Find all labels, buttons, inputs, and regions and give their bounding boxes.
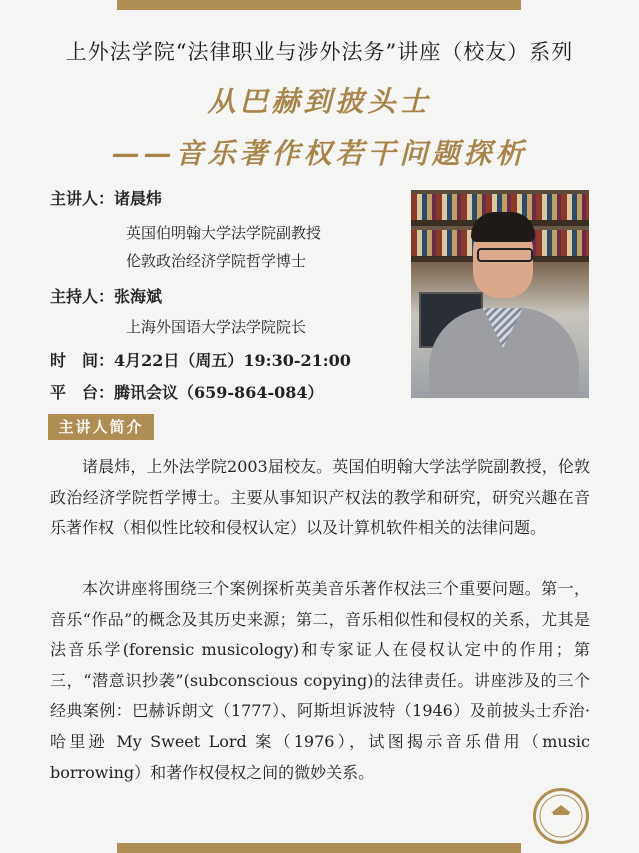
lecture-summary-paragraph: 本次讲座将围绕三个案例探析英美音乐著作权法三个重要问题。第一，音乐“作品”的概念及其历史来源；第二，音乐相似性和侵权的关系，尤其是法音乐学(forensic musicology)和专家证人在侵权认定中的作用；第三，“潜意识抄袭”(subconscious copying)的法律责任。讲座涉及的三个经典案例：巴赫诉朗文（1777）、阿斯坦诉波特（1946）及前披头士乔治·哈里逊 My Sweet Lord 案（1976），试图揭示音乐借用（music borrowing）和著作权侵权之间的微妙关系。 — [50, 579, 590, 782]
section-badge-speaker-bio: 主讲人简介 — [48, 414, 154, 440]
speaker-glasses — [477, 248, 533, 262]
host-row — [50, 284, 162, 307]
speaker-label: 主讲人： — [50, 189, 115, 208]
time-row — [50, 348, 351, 371]
speaker-hair — [471, 212, 535, 242]
speaker-name: 诸晨炜 — [114, 189, 163, 208]
seal-ring-icon — [536, 791, 586, 841]
lecture-title-main: 从巴赫到披头士 — [207, 85, 432, 118]
speaker-row — [50, 186, 162, 209]
host-title: 上海外国语大学法学院院长 — [126, 318, 307, 336]
time-value: 4月22日（周五）19:30-21:00 — [114, 351, 351, 370]
platform-value: 腾讯会议（659-864-084） — [114, 383, 324, 402]
speaker-title-2: 伦敦政治经济学院哲学博士 — [126, 252, 307, 270]
lecture-title-subtitle: ——音乐著作权若干问题探析 — [111, 137, 528, 170]
platform-label: 平 台： — [50, 383, 115, 402]
bottom-decorative-bar — [117, 843, 521, 853]
host-label: 主持人： — [50, 287, 115, 306]
speaker-bio-paragraph: 诸晨炜，上外法学院2003届校友。英国伯明翰大学法学院副教授，伦敦政治经济学院哲学博士。主要从事知识产权法的教学和研究，研究兴趣在音乐著作权（相似性比较和侵权认定）以及计算机软件相关的法律问题。 — [50, 457, 590, 538]
time-label: 时 间： — [50, 351, 115, 370]
speaker-title-1: 英国伯明翰大学法学院副教授 — [126, 224, 322, 242]
host-name: 张海斌 — [114, 287, 163, 306]
school-seal-logo — [533, 788, 589, 844]
speaker-photo — [411, 190, 589, 398]
lecture-series-title: 上外法学院“法律职业与涉外法务”讲座（校友）系列 — [65, 40, 574, 64]
top-decorative-bar — [117, 0, 521, 10]
platform-row — [50, 380, 324, 403]
